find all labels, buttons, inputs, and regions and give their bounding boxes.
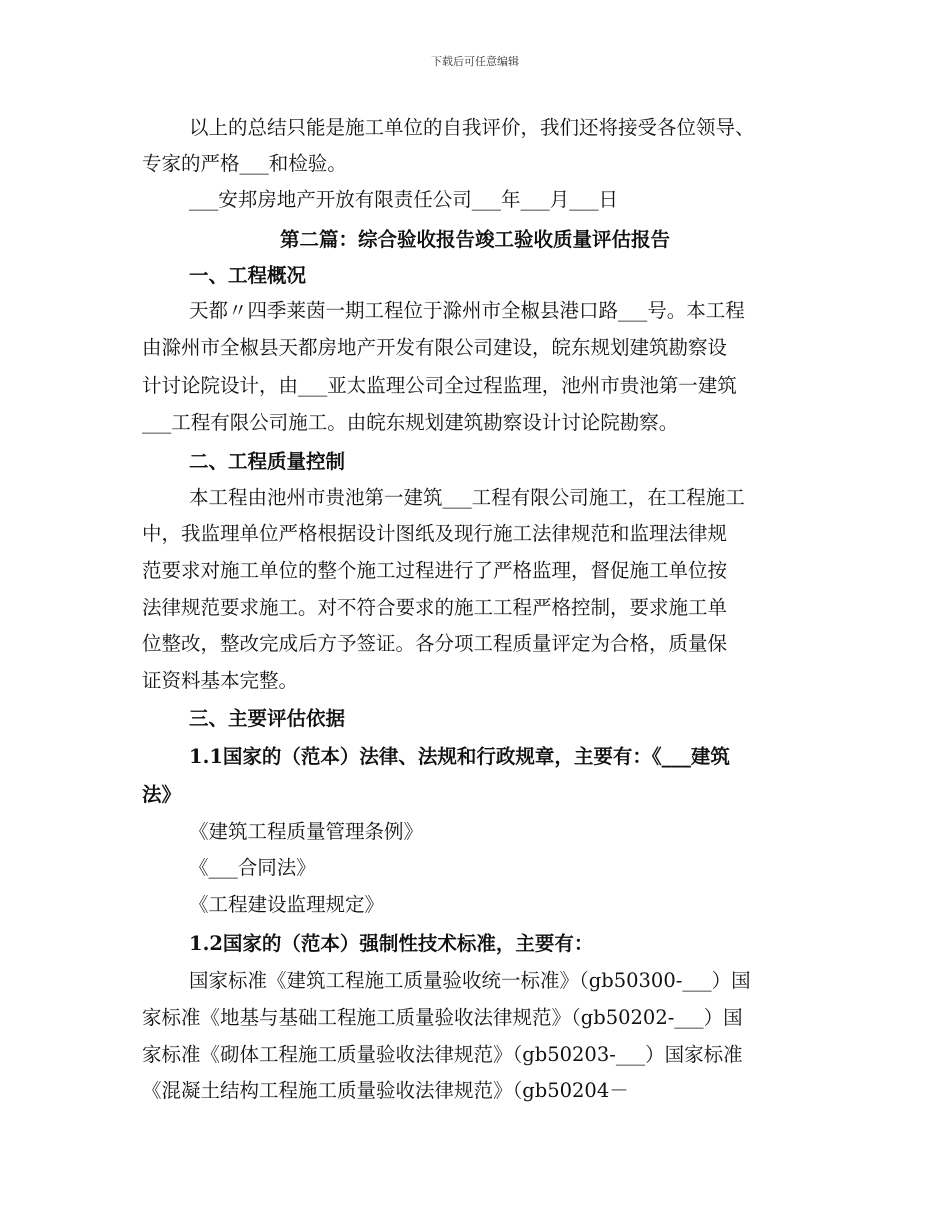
paragraph-line: 中，我监理单位严格根据设计图纸及现行施工法律规范和监理法律规 bbox=[142, 522, 728, 545]
list-item: 《建筑工程质量管理条例》 bbox=[189, 820, 424, 843]
heading-evaluation-basis: 三、主要评估依据 bbox=[189, 707, 346, 730]
paragraph-line: 法律规范要求施工。对不符合要求的施工工程严格控制，要求施工单 bbox=[142, 596, 728, 619]
subheading-laws-cont: 法》 bbox=[142, 783, 182, 806]
page-header: 下载后可任意编辑 bbox=[431, 55, 519, 68]
paragraph-line: 天都〃四季莱茵一期工程位于滁州市全椒县港口路___号。本工程 bbox=[189, 299, 745, 322]
signature-line: ___安邦房地产开放有限责任公司___年___月___日 bbox=[189, 188, 619, 211]
paragraph-line: 位整改，整改完成后方予签证。各分项工程质量评定为合格，质量保 bbox=[142, 632, 728, 655]
list-item: 《工程建设监理规定》 bbox=[189, 893, 385, 916]
paragraph-line: ___工程有限公司施工。由皖东规划建筑勘察设计讨论院勘察。 bbox=[142, 411, 679, 434]
paragraph-line: 本工程由池州市贵池第一建筑___工程有限公司施工，在工程施工 bbox=[189, 486, 745, 509]
paragraph-line: 范要求对施工单位的整个施工过程进行了严格监理，督促施工单位按 bbox=[142, 559, 728, 582]
paragraph-line: 证资料基本完整。 bbox=[142, 669, 299, 692]
paragraph-line: 家标准《地基与基础工程施工质量验收法律规范》（gb50202-___）国 bbox=[142, 1006, 743, 1029]
paragraph-line: 由滁州市全椒县天都房地产开发有限公司建设，皖东规划建筑勘察设 bbox=[142, 336, 728, 359]
paragraph-line: 计讨论院设计，由___亚太监理公司全过程监理，池州市贵池第一建筑 bbox=[142, 374, 737, 397]
paragraph-line: 《混凝土结构工程施工质量验收法律规范》（gb50204－ bbox=[142, 1079, 629, 1102]
paragraph-line: 国家标准《建筑工程施工质量验收统一标准》（gb50300-___）国 bbox=[189, 969, 751, 992]
subheading-standards: 1.2国家的（范本）强制性技术标准，主要有： bbox=[189, 932, 594, 955]
paragraph-line: 家标准《砌体工程施工质量验收法律规范》（gb50203-___）国家标准 bbox=[142, 1043, 743, 1066]
heading-quality-control: 二、工程质量控制 bbox=[189, 450, 346, 473]
heading-project-overview: 一、工程概况 bbox=[189, 264, 307, 287]
section-title: 第二篇：综合验收报告竣工验收质量评估报告 bbox=[279, 228, 670, 251]
subheading-laws: 1.1国家的（范本）法律、法规和行政规章，主要有：《___建筑 bbox=[189, 745, 730, 768]
paragraph-line: 以上的总结只能是施工单位的自我评价，我们还将接受各位领导、 bbox=[189, 116, 755, 139]
paragraph-line: 专家的严格___和检验。 bbox=[142, 152, 347, 175]
list-item: 《___合同法》 bbox=[189, 856, 316, 879]
